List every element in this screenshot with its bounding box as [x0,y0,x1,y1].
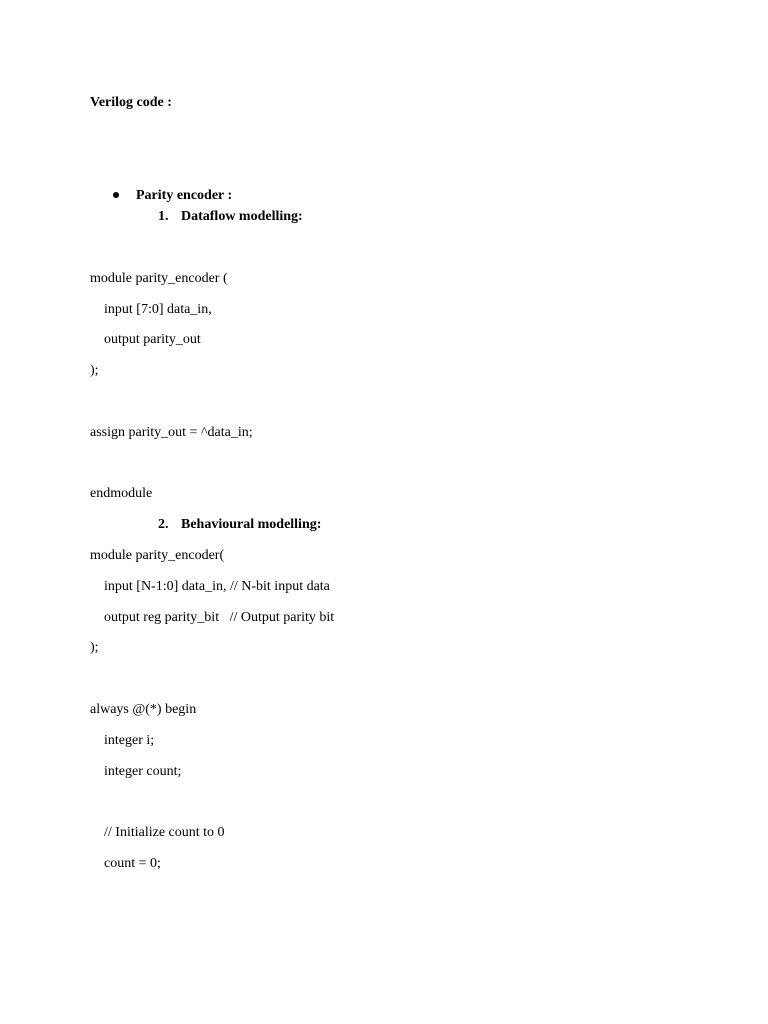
code-line: module parity_encoder ( [90,271,228,286]
code-line: module parity_encoder( [90,548,225,563]
section-1-number: 1. [158,209,169,224]
code-line: always @(*) begin [90,702,197,717]
code-line: input [N-1:0] data_in, // N-bit input data [90,579,330,594]
code-line: ); [90,363,99,378]
code-line: integer i; [90,733,155,748]
code-line: output reg parity_bit // Output parity bit [90,610,335,625]
code-line: // Initialize count to 0 [90,825,225,840]
section-2-title: Behavioural modelling: [181,517,322,532]
code-line: output parity_out [90,332,201,347]
code-line: ); [90,640,99,655]
code-line: count = 0; [90,856,161,871]
code-line: input [7:0] data_in, [90,302,212,317]
bullet-icon [113,192,119,198]
code-line: endmodule [90,486,153,501]
document-heading: Verilog code : [90,95,172,110]
code-line: assign parity_out = ^data_in; [90,425,253,440]
section-1-title: Dataflow modelling: [181,209,303,224]
code-line: integer count; [90,764,182,779]
section-2-number: 2. [158,517,169,532]
bullet-title: Parity encoder : [136,188,233,203]
